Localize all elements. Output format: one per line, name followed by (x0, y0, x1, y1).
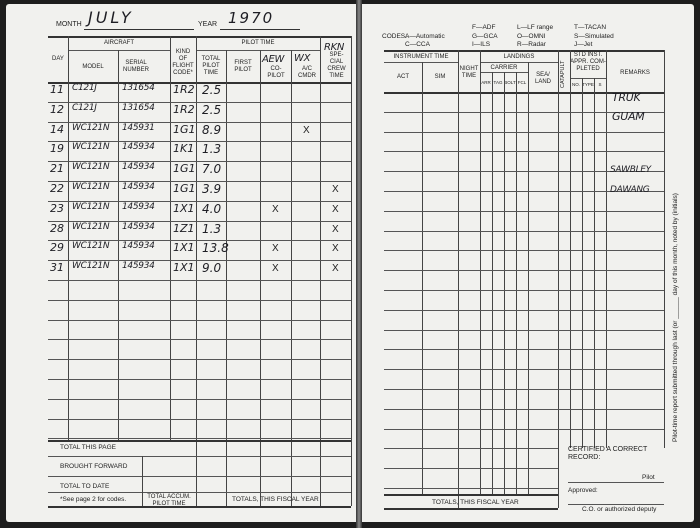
entry-kind: 1Z1 (173, 221, 195, 235)
code-c: C—CCA (405, 41, 430, 48)
entry-serial: 145934 (122, 241, 155, 252)
header-carrier: CARRIER (490, 65, 518, 71)
grid-row-line (384, 250, 664, 251)
grid-row-line (48, 339, 351, 340)
entry-model: WC121N (72, 162, 110, 173)
side-note: Pilot-time report submitted through last (or ______ day of this month, noted by (initials) (672, 193, 679, 442)
header-total: TOTAL PILOT TIME (201, 56, 221, 76)
grid-row-line (384, 231, 664, 232)
entry-kind: 1X1 (173, 201, 195, 215)
grid-row-line (384, 488, 558, 489)
entry-kind: 1K1 (173, 142, 195, 156)
entry-total: 9.0 (202, 261, 222, 276)
co-deputy-label: C.O. or authorized deputy (582, 506, 657, 513)
code-o: O—OMNI (517, 33, 546, 40)
grid-row-line (384, 369, 664, 370)
entry-day: 21 (50, 162, 64, 176)
entry-total: 3.9 (202, 182, 222, 196)
entry-total: 8.9 (202, 122, 222, 137)
entry-co-mark: X (272, 263, 279, 275)
certified-label: CERTIFIED A CORRECT RECORD: (568, 446, 648, 461)
entry-special-mark: X (332, 263, 339, 275)
header-instrument-time: INSTRUMENT TIME (393, 54, 449, 60)
entry-total: 4.0 (202, 201, 222, 216)
header-kind: KIND OF FLIGHT CODE* (172, 49, 194, 76)
header-fcl: FCL (517, 80, 527, 85)
total-this-page-label: TOTAL THIS PAGE (60, 444, 116, 451)
header-act: ACT (397, 74, 409, 80)
entry-day: 22 (50, 182, 64, 195)
grid-row-line (384, 270, 664, 271)
month-label: MONTH (56, 21, 82, 28)
header-tag: TAG (493, 80, 503, 85)
header-sea-land: SEA/ LAND (534, 72, 551, 85)
code-f: F—ADF (472, 24, 496, 31)
header-ac-cmdr: A/C CMDR (298, 66, 316, 79)
entry-day: 28 (50, 221, 64, 235)
grid-row-line (48, 320, 351, 321)
entry-model: WC121N (72, 221, 110, 232)
entry-special-mark: X (332, 184, 339, 195)
entry-serial: 145934 (122, 162, 155, 173)
brought-forward-label: BROUGHT FORWARD (60, 463, 128, 470)
entry-model: WC121N (72, 142, 110, 153)
header-no: NO. (571, 82, 580, 87)
header-std-inst: STD INST. APPR. COM- PLETED (570, 52, 606, 72)
total-to-date-label: TOTAL TO DATE (60, 483, 110, 490)
entry-model: C121J (72, 102, 97, 113)
entry-model: WC121N (72, 201, 110, 212)
entry-day: 19 (50, 142, 64, 156)
entry-total: 13.8 (202, 241, 229, 256)
entry-day: 23 (50, 201, 64, 215)
entry-total: 2.5 (202, 83, 222, 97)
entry-day: 31 (50, 261, 64, 275)
year-label: YEAR (198, 21, 218, 28)
header-sim: SIM (434, 74, 446, 80)
header-co-pilot: CO- PILOT (267, 66, 285, 79)
grid-row-line (384, 310, 664, 311)
remark-4: DAWANG (610, 185, 650, 195)
header-s: S (598, 82, 602, 87)
grid-row-line (384, 349, 664, 350)
entry-special-mark: X (332, 203, 339, 215)
entry-special-mark: X (332, 223, 339, 235)
grid-row-line (48, 280, 351, 281)
entry-serial: 131654 (122, 102, 155, 113)
entry-day: 11 (50, 83, 64, 96)
grid-row-line (384, 330, 664, 331)
entry-co-mark: X (272, 243, 279, 255)
entry-model: WC121N (72, 182, 110, 192)
total-accum-label: TOTAL ACCUM. PILOT TIME (147, 494, 191, 507)
grid-row-line (384, 151, 664, 152)
remark-2: GUAM (612, 110, 645, 123)
code-l: L—LF range (517, 24, 554, 31)
entry-model: WC121N (72, 122, 110, 133)
header-catapult: CATAPULT (560, 60, 566, 88)
totals-fiscal-label-left: TOTALS, THIS FISCAL YEAR (232, 496, 319, 503)
grid-row-line (384, 132, 664, 133)
entry-model: C121J (72, 83, 97, 93)
pilot-label: Pilot (642, 474, 655, 481)
header-pilot-time: PILOT TIME (241, 40, 275, 46)
entry-day: 12 (50, 102, 64, 116)
entry-kind: 1X1 (173, 241, 195, 255)
grid-row-line (384, 389, 664, 390)
header-serial: SERIAL NUMBER (122, 60, 149, 73)
entry-serial: 145931 (122, 122, 155, 133)
left-logbook-page (6, 4, 356, 522)
code-g: G—GCA (472, 33, 498, 40)
entry-model: WC121N (72, 261, 110, 272)
header-first: FIRST PILOT (234, 60, 252, 73)
entry-day: 14 (50, 122, 64, 136)
entry-serial: 145934 (122, 221, 155, 232)
entry-kind: 1G1 (173, 162, 196, 176)
handwritten-header-rkn: RKN (324, 42, 345, 53)
entry-kind: 1X1 (173, 261, 195, 275)
header-aircraft: AIRCRAFT (104, 40, 134, 46)
entry-serial: 145934 (122, 261, 155, 272)
grid-row-line (384, 290, 664, 291)
grid-row-line (48, 419, 351, 420)
entry-total: 7.0 (202, 162, 222, 177)
entry-serial: 145934 (122, 182, 155, 192)
see-page-note: *See page 2 for codes. (60, 496, 127, 503)
entry-total: 1.3 (202, 221, 222, 236)
code-a: A—Automatic (405, 33, 445, 40)
entry-serial: 145934 (122, 201, 155, 212)
remark-3: SAWBLEY (610, 165, 651, 175)
year-value: 1970 (228, 9, 275, 27)
entry-model: WC121N (72, 241, 110, 252)
code-s: S—Simulated (574, 33, 614, 40)
header-remarks: REMARKS (620, 70, 650, 76)
month-value: JULY (88, 8, 134, 27)
grid-row-line (48, 359, 351, 360)
header-day: DAY (52, 56, 64, 62)
entry-co-mark: X (272, 203, 279, 215)
entry-ac-mark: X (303, 124, 310, 136)
grid-row-line (48, 379, 351, 380)
grid-row-line (48, 300, 351, 301)
code-i: I—ILS (472, 41, 491, 48)
header-landings: LANDINGS (503, 54, 535, 60)
right-logbook-page (362, 4, 694, 522)
entry-kind: 1G1 (173, 182, 196, 195)
codes-label: CODES. (382, 33, 407, 40)
code-j: J—Jet (574, 41, 593, 48)
approved-label: Approved: (568, 487, 598, 494)
grid-row-line (48, 399, 351, 400)
remark-1: TRUK (612, 91, 641, 104)
header-model: MODEL (82, 64, 104, 70)
code-t: T—TACAN (574, 24, 607, 31)
grid-row-line (384, 211, 664, 212)
entry-kind: 1R2 (173, 102, 195, 116)
header-night-time: NIGHT TIME (459, 66, 479, 79)
entry-serial: 131654 (122, 83, 155, 93)
header-arr: ARR (481, 80, 491, 85)
header-type: TYPE (582, 82, 594, 87)
entry-total: 2.5 (202, 102, 222, 117)
entry-serial: 145934 (122, 142, 155, 153)
entry-day: 29 (50, 241, 64, 255)
grid-row-line (384, 409, 664, 410)
entry-kind: 1R2 (173, 83, 195, 96)
header-bolt: BOLT (504, 80, 516, 85)
grid-row-line (384, 429, 664, 430)
grid-row-line (384, 468, 558, 469)
code-r: R—Radar (517, 41, 546, 48)
entry-total: 1.3 (202, 142, 222, 157)
entry-special-mark: X (332, 243, 339, 255)
handwritten-header-aew: AEW (262, 54, 285, 65)
header-special: SPE- CIAL CREW TIME (327, 52, 346, 79)
handwritten-header-wx: WX (294, 53, 311, 64)
entry-kind: 1G1 (173, 122, 196, 136)
totals-fiscal-label-right: TOTALS, THIS FISCAL YEAR (432, 499, 519, 506)
grid-row-line (384, 448, 558, 449)
